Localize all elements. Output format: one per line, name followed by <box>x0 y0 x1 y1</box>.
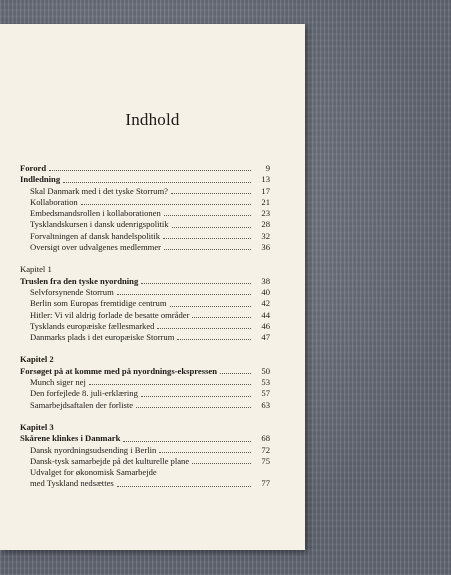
toc-page-number: 13 <box>261 174 270 185</box>
toc-page-number: 38 <box>261 275 270 286</box>
chapter-heading: Skårene klinkes i Danmark <box>20 433 121 444</box>
toc-page-number: 47 <box>261 332 270 343</box>
toc-row <box>20 219 270 230</box>
leader-dots <box>220 372 251 374</box>
chapter-label: Kapitel 1 <box>20 264 52 275</box>
leader-dots <box>123 440 251 442</box>
toc-page-number: 68 <box>261 433 270 444</box>
toc-label: Udvalget for økonomisk Samarbejde <box>30 467 157 478</box>
toc-label: Tysklands europæiske fællesmarked <box>30 320 155 331</box>
chapter-heading: Truslen fra den tyske nyordning <box>20 275 139 286</box>
toc-row <box>20 186 270 197</box>
chapter-label: Kapitel 2 <box>20 354 54 365</box>
toc-page-number: 28 <box>261 219 270 230</box>
page-title: Indhold <box>125 110 180 129</box>
chapter-heading-row <box>20 276 270 287</box>
toc-label: Skal Danmark med i det tyske Storrum? <box>30 185 168 196</box>
toc-label: Selvforsynende Storrum <box>30 286 114 297</box>
leader-dots <box>141 395 251 397</box>
toc-label: Oversigt over udvalgenes medlemmer <box>30 242 162 253</box>
toc-row <box>20 321 270 332</box>
table-of-contents <box>20 163 270 490</box>
toc-row <box>20 208 270 219</box>
toc-row <box>20 242 270 253</box>
toc-row <box>20 400 270 411</box>
toc-page-number: 53 <box>261 377 270 388</box>
toc-page-number: 23 <box>261 208 270 219</box>
toc-label: Kollaboration <box>30 196 78 207</box>
toc-page-number: 17 <box>261 185 270 196</box>
toc-label: Tysklandskursen i dansk udenrigspolitik <box>30 219 169 230</box>
leader-dots <box>136 406 251 408</box>
chapter-heading-row <box>20 433 270 444</box>
toc-label: Dansk-tysk samarbejde på det kulturelle plane <box>30 455 190 466</box>
toc-page-number: 42 <box>261 298 270 309</box>
toc-row <box>20 231 270 242</box>
toc-label: Indledning <box>20 174 61 185</box>
toc-page-number: 72 <box>261 444 270 455</box>
toc-label: Samarbejdsaftalen der forliste <box>30 399 134 410</box>
toc-page-number: 57 <box>261 388 270 399</box>
toc-row <box>20 445 270 456</box>
toc-page-number: 50 <box>261 365 270 376</box>
toc-row <box>20 163 270 174</box>
toc-page-number: 36 <box>261 242 270 253</box>
leader-dots <box>159 451 251 453</box>
leader-dots <box>192 316 251 318</box>
toc-row <box>20 377 270 388</box>
toc-row <box>20 388 270 399</box>
toc-page-number: 77 <box>261 478 270 489</box>
toc-row <box>20 298 270 309</box>
toc-page-number: 32 <box>261 230 270 241</box>
toc-label: Hitler: Vi vil aldrig forlade de besatte områder <box>30 309 190 320</box>
leader-dots <box>163 237 251 239</box>
toc-page-number: 44 <box>261 309 270 320</box>
toc-label: Embedsmandsrollen i kollaborationen <box>30 208 161 219</box>
toc-label: Dansk nyordningsudsending i Berlin <box>30 444 157 455</box>
toc-label: Danmarks plads i det europæiske Storrum <box>30 332 175 343</box>
toc-page-number: 40 <box>261 286 270 297</box>
chapter-label: Kapitel 3 <box>20 421 54 432</box>
toc-label: med Tyskland nedsættes <box>30 478 114 489</box>
toc-page-number: 21 <box>261 196 270 207</box>
toc-row <box>20 174 270 185</box>
toc-page-number: 63 <box>261 399 270 410</box>
toc-page-number: 75 <box>261 455 270 466</box>
toc-label: Munch siger nej <box>30 377 86 388</box>
toc-label: Den forfejlede 8. juli-erklæring <box>30 388 138 399</box>
leader-dots <box>171 192 251 194</box>
leader-dots <box>192 462 251 464</box>
toc-row <box>20 478 270 489</box>
leader-dots <box>81 203 251 205</box>
toc-label: Forord <box>20 163 47 173</box>
toc-row <box>20 332 270 343</box>
leader-dots <box>172 226 251 228</box>
leader-dots <box>49 169 251 171</box>
leader-dots <box>141 282 251 284</box>
toc-page-number: 46 <box>261 320 270 331</box>
toc-row <box>20 456 270 467</box>
leader-dots <box>117 485 251 487</box>
leader-dots <box>164 248 251 250</box>
book-page <box>0 24 305 550</box>
leader-dots <box>63 181 251 183</box>
leader-dots <box>89 383 251 385</box>
toc-page-number: 9 <box>265 163 270 173</box>
leader-dots <box>164 214 251 216</box>
toc-label: Forvaltningen af dansk handelspolitik <box>30 230 161 241</box>
leader-dots <box>157 327 251 329</box>
leader-dots <box>170 305 251 307</box>
leader-dots <box>177 338 251 340</box>
chapter-heading: Forsøget på at komme med på nyordnings-ekspressen <box>20 365 218 376</box>
toc-row <box>20 287 270 298</box>
chapter-heading-row <box>20 366 270 377</box>
leader-dots <box>117 293 251 295</box>
toc-label: Berlin som Europas fremtidige centrum <box>30 298 167 309</box>
toc-row <box>20 310 270 321</box>
toc-row <box>20 197 270 208</box>
